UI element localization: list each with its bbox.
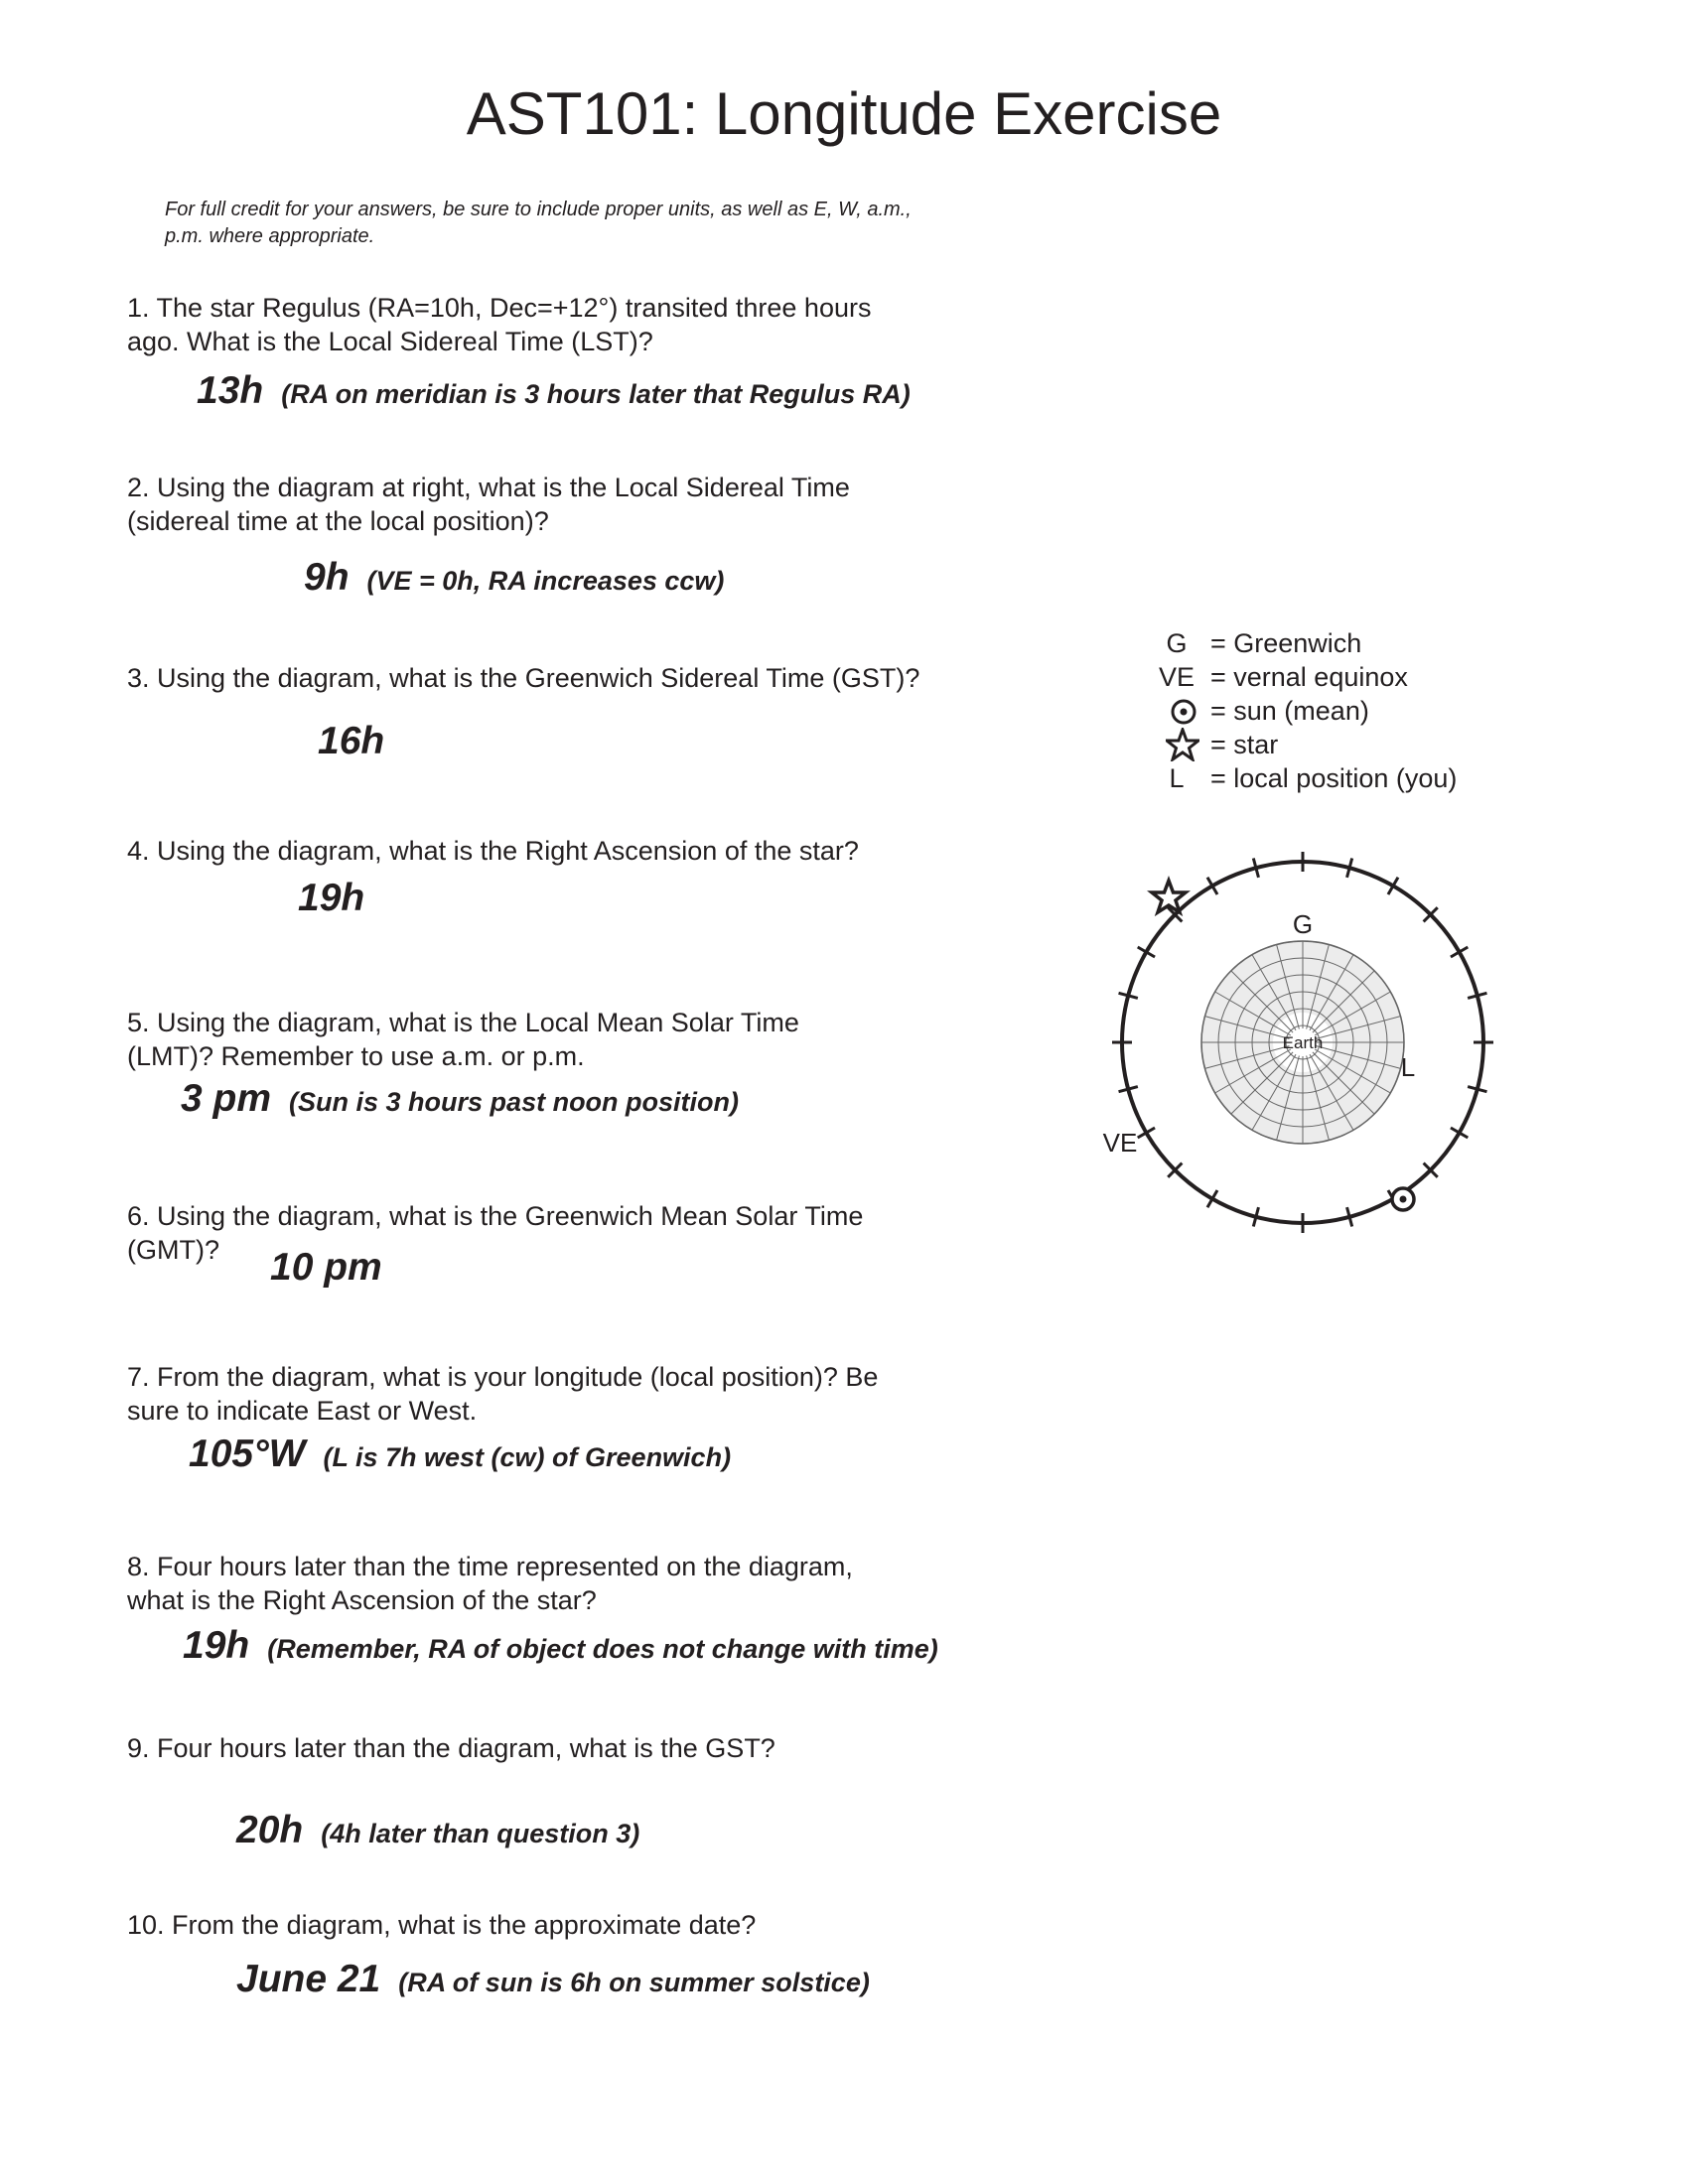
answer-value: 16h xyxy=(318,720,385,762)
answer-explanation: (Sun is 3 hours past noon position) xyxy=(289,1087,740,1117)
answer-4 xyxy=(298,877,364,920)
legend-text: = sun (mean) xyxy=(1210,696,1369,726)
answer-9 xyxy=(236,1809,639,1852)
answer-10 xyxy=(236,1958,870,2001)
answer-7 xyxy=(189,1433,731,1476)
answer-value: 105°W xyxy=(189,1433,306,1475)
answer-value: 20h xyxy=(236,1809,304,1851)
legend-symbol: VE xyxy=(1158,662,1196,692)
answer-2 xyxy=(304,556,724,600)
answer-explanation: (4h later than question 3) xyxy=(321,1819,640,1848)
question-9: 9. Four hours later than the diagram, what is the GST? xyxy=(127,1733,775,1763)
question-7: 7. From the diagram, what is your longitude (local position)? Be sure to indicate East or West. xyxy=(127,1362,879,1426)
vernal-equinox-label: VE xyxy=(1102,1128,1138,1158)
greenwich-label: G xyxy=(1292,909,1314,939)
answer-explanation: (RA of sun is 6h on summer solstice) xyxy=(398,1968,870,1997)
question-1: 1. The star Regulus (RA=10h, Dec=+12°) transited three hours ago. What is the Local Sidereal Time (LST)? xyxy=(127,293,872,356)
answer-6 xyxy=(270,1246,382,1290)
legend-text: = star xyxy=(1210,730,1279,759)
question-10: 10. From the diagram, what is the approximate date? xyxy=(127,1910,757,1940)
answer-explanation: (Remember, RA of object does not change with time) xyxy=(267,1634,938,1664)
diagram-svg xyxy=(1092,834,1509,1251)
answer-explanation: (VE = 0h, RA increases ccw) xyxy=(366,566,725,596)
instructions: For full credit for your answers, be sure to include proper units, as well as E, W, a.m., p.m. where appropriate. xyxy=(165,199,912,247)
answer-value: June 21 xyxy=(236,1958,381,2000)
question-3: 3. Using the diagram, what is the Greenwich Sidereal Time (GST)? xyxy=(127,663,920,693)
question-2: 2. Using the diagram at right, what is the Local Sidereal Time (sidereal time at the local position)? xyxy=(127,473,850,536)
question-8: 8. Four hours later than the time represented on the diagram, what is the Right Ascension of the star? xyxy=(127,1552,853,1615)
answer-explanation: (L is 7h west (cw) of Greenwich) xyxy=(323,1442,732,1472)
sun-icon xyxy=(1392,1188,1414,1210)
legend-symbol: G xyxy=(1166,628,1188,658)
earth-label: Earth xyxy=(1282,1033,1324,1052)
answer-explanation: (RA on meridian is 3 hours later that Regulus RA) xyxy=(281,379,911,409)
answer-5 xyxy=(181,1077,739,1121)
legend-text: = Greenwich xyxy=(1210,628,1362,658)
legend-symbol: L xyxy=(1169,763,1185,793)
answer-value: 3 pm xyxy=(181,1077,272,1120)
answer-1 xyxy=(197,369,911,413)
sidereal-diagram xyxy=(1092,834,1509,1256)
question-6: 6. Using the diagram, what is the Greenwich Mean Solar Time (GMT)? xyxy=(127,1201,864,1265)
answer-value: 10 pm xyxy=(270,1246,382,1289)
legend-text: = local position (you) xyxy=(1210,763,1458,793)
answer-3 xyxy=(318,720,384,763)
question-5: 5. Using the diagram, what is the Local Mean Solar Time (LMT)? Remember to use a.m. or p.m. xyxy=(127,1008,799,1071)
answer-value: 9h xyxy=(304,556,350,599)
answer-value: 13h xyxy=(197,369,264,412)
answer-value: 19h xyxy=(298,877,365,919)
answer-8 xyxy=(183,1624,938,1668)
answer-value: 19h xyxy=(183,1624,250,1667)
legend-text: = vernal equinox xyxy=(1210,662,1408,692)
local-label: L xyxy=(1400,1052,1416,1082)
page-title: AST101: Longitude Exercise xyxy=(466,80,1222,147)
question-4: 4. Using the diagram, what is the Right Ascension of the star? xyxy=(127,836,859,866)
